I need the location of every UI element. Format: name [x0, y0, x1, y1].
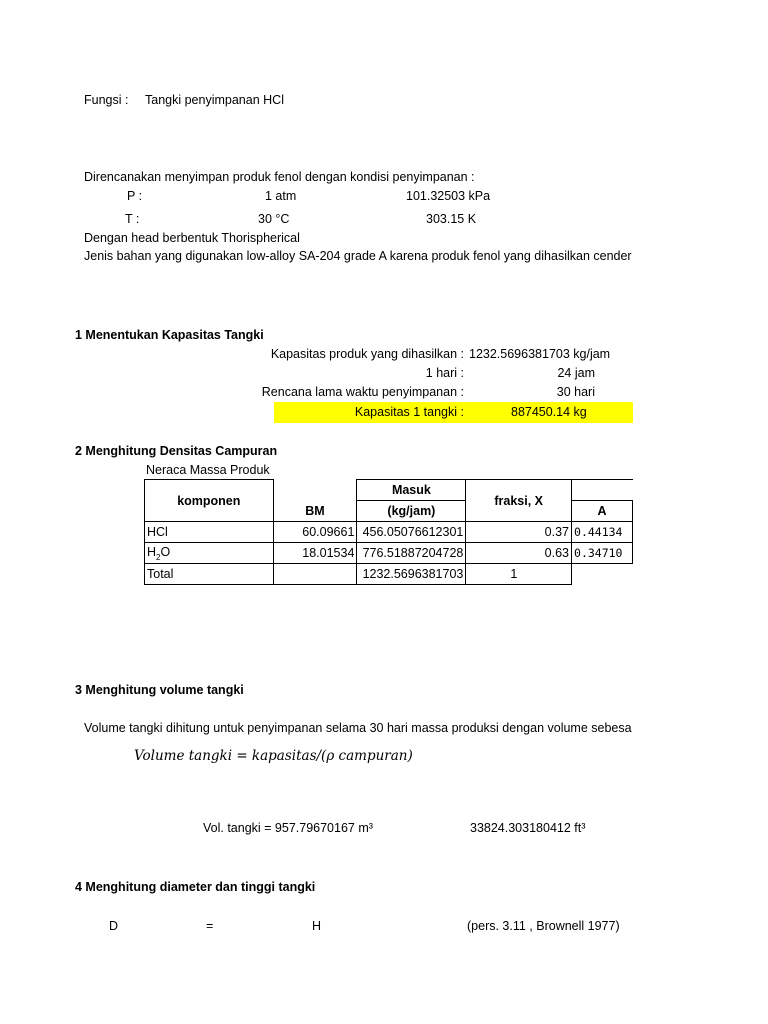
cell-bm: 60.09661 [273, 522, 357, 543]
header-a: A [572, 501, 633, 522]
cell-fraksi: 0.37 [466, 522, 572, 543]
kapasitas-tangki-value: 887450.14 kg [511, 405, 587, 419]
kapasitas-produk-value: 1232.5696381703 kg/jam [469, 347, 611, 361]
header-komponen: komponen [145, 480, 274, 522]
volume-text: Volume tangki dihitung untuk penyimpanan selama 30 hari massa produksi dengan volume sebesa [84, 721, 632, 735]
t-value-k: 303.15 K [426, 212, 477, 226]
cell-a: 0.44134 [572, 522, 633, 543]
cell-bm: 18.01534 [273, 543, 357, 564]
header-kgjam: (kg/jam) [357, 501, 466, 522]
fungsi-label: Fungsi : [84, 93, 129, 107]
table-header-row [145, 480, 633, 501]
hari-label: 1 hari : [425, 366, 464, 380]
hari-value: 24 jam [557, 366, 595, 380]
section2-title: 2 Menghitung Densitas Campuran [75, 444, 278, 458]
cell-total-label: Total [145, 564, 274, 585]
volume-formula: Volume tangki = kapasitas/(ρ campuran) [134, 748, 413, 764]
intro-line: Direncanakan menyimpan produk fenol dengan kondisi penyimpanan : [84, 170, 475, 184]
h-symbol: H [312, 919, 322, 933]
cell-kgjam: 456.05076612301 [357, 522, 466, 543]
p-label: P : [127, 189, 143, 203]
t-label: T : [125, 212, 140, 226]
lama-simpan-label: Rencana lama waktu penyimpanan : [261, 385, 464, 399]
cell-komponen: HCl [145, 522, 274, 543]
reference: (pers. 3.11 , Brownell 1977) [467, 919, 620, 933]
lama-simpan-value: 30 hari [556, 385, 595, 399]
d-symbol: D [109, 919, 119, 933]
table-row [145, 543, 633, 564]
bahan-line: Jenis bahan yang digunakan low-alloy SA-204 grade A karena produk fenol yang dihasilkan cender [84, 249, 632, 263]
cell-a: 0.34710 [572, 543, 633, 564]
table-row [145, 522, 633, 543]
equals-sign: = [206, 919, 214, 933]
section1-title: 1 Menentukan Kapasitas Tangki [75, 328, 264, 342]
vol-m3: Vol. tangki = 957.79670167 m³ [203, 821, 373, 835]
cell-kgjam: 776.51887204728 [357, 543, 466, 564]
table-total-row [145, 564, 633, 585]
header-masuk: Masuk [357, 480, 466, 501]
neraca-title: Neraca Massa Produk [146, 463, 270, 477]
cell-total-fraksi: 1 [466, 564, 572, 585]
fungsi-value: Tangki penyimpanan HCl [145, 93, 284, 107]
section4-title: 4 Menghitung diameter dan tinggi tangki [75, 880, 316, 894]
header-bm: BM [273, 501, 357, 522]
cell-komponen: $H_2O$ [145, 543, 274, 564]
neraca-table [144, 479, 633, 585]
cell-total-kgjam: 1232.5696381703 [357, 564, 466, 585]
vol-ft3: 33824.303180412 ft³ [470, 821, 586, 835]
head-line: Dengan head berbentuk Thorispherical [84, 231, 300, 245]
t-value-c: 30 °C [258, 212, 290, 226]
kapasitas-tangki-label: Kapasitas 1 tangki : [354, 405, 464, 419]
header-fraksi: fraksi, X [466, 480, 572, 522]
p-value-kpa: 101.32503 kPa [406, 189, 491, 203]
cell-fraksi: 0.63 [466, 543, 572, 564]
section3-title: 3 Menghitung volume tangki [75, 683, 244, 697]
kapasitas-produk-label: Kapasitas produk yang dihasilkan : [270, 347, 464, 361]
p-value-atm: 1 atm [265, 189, 297, 203]
